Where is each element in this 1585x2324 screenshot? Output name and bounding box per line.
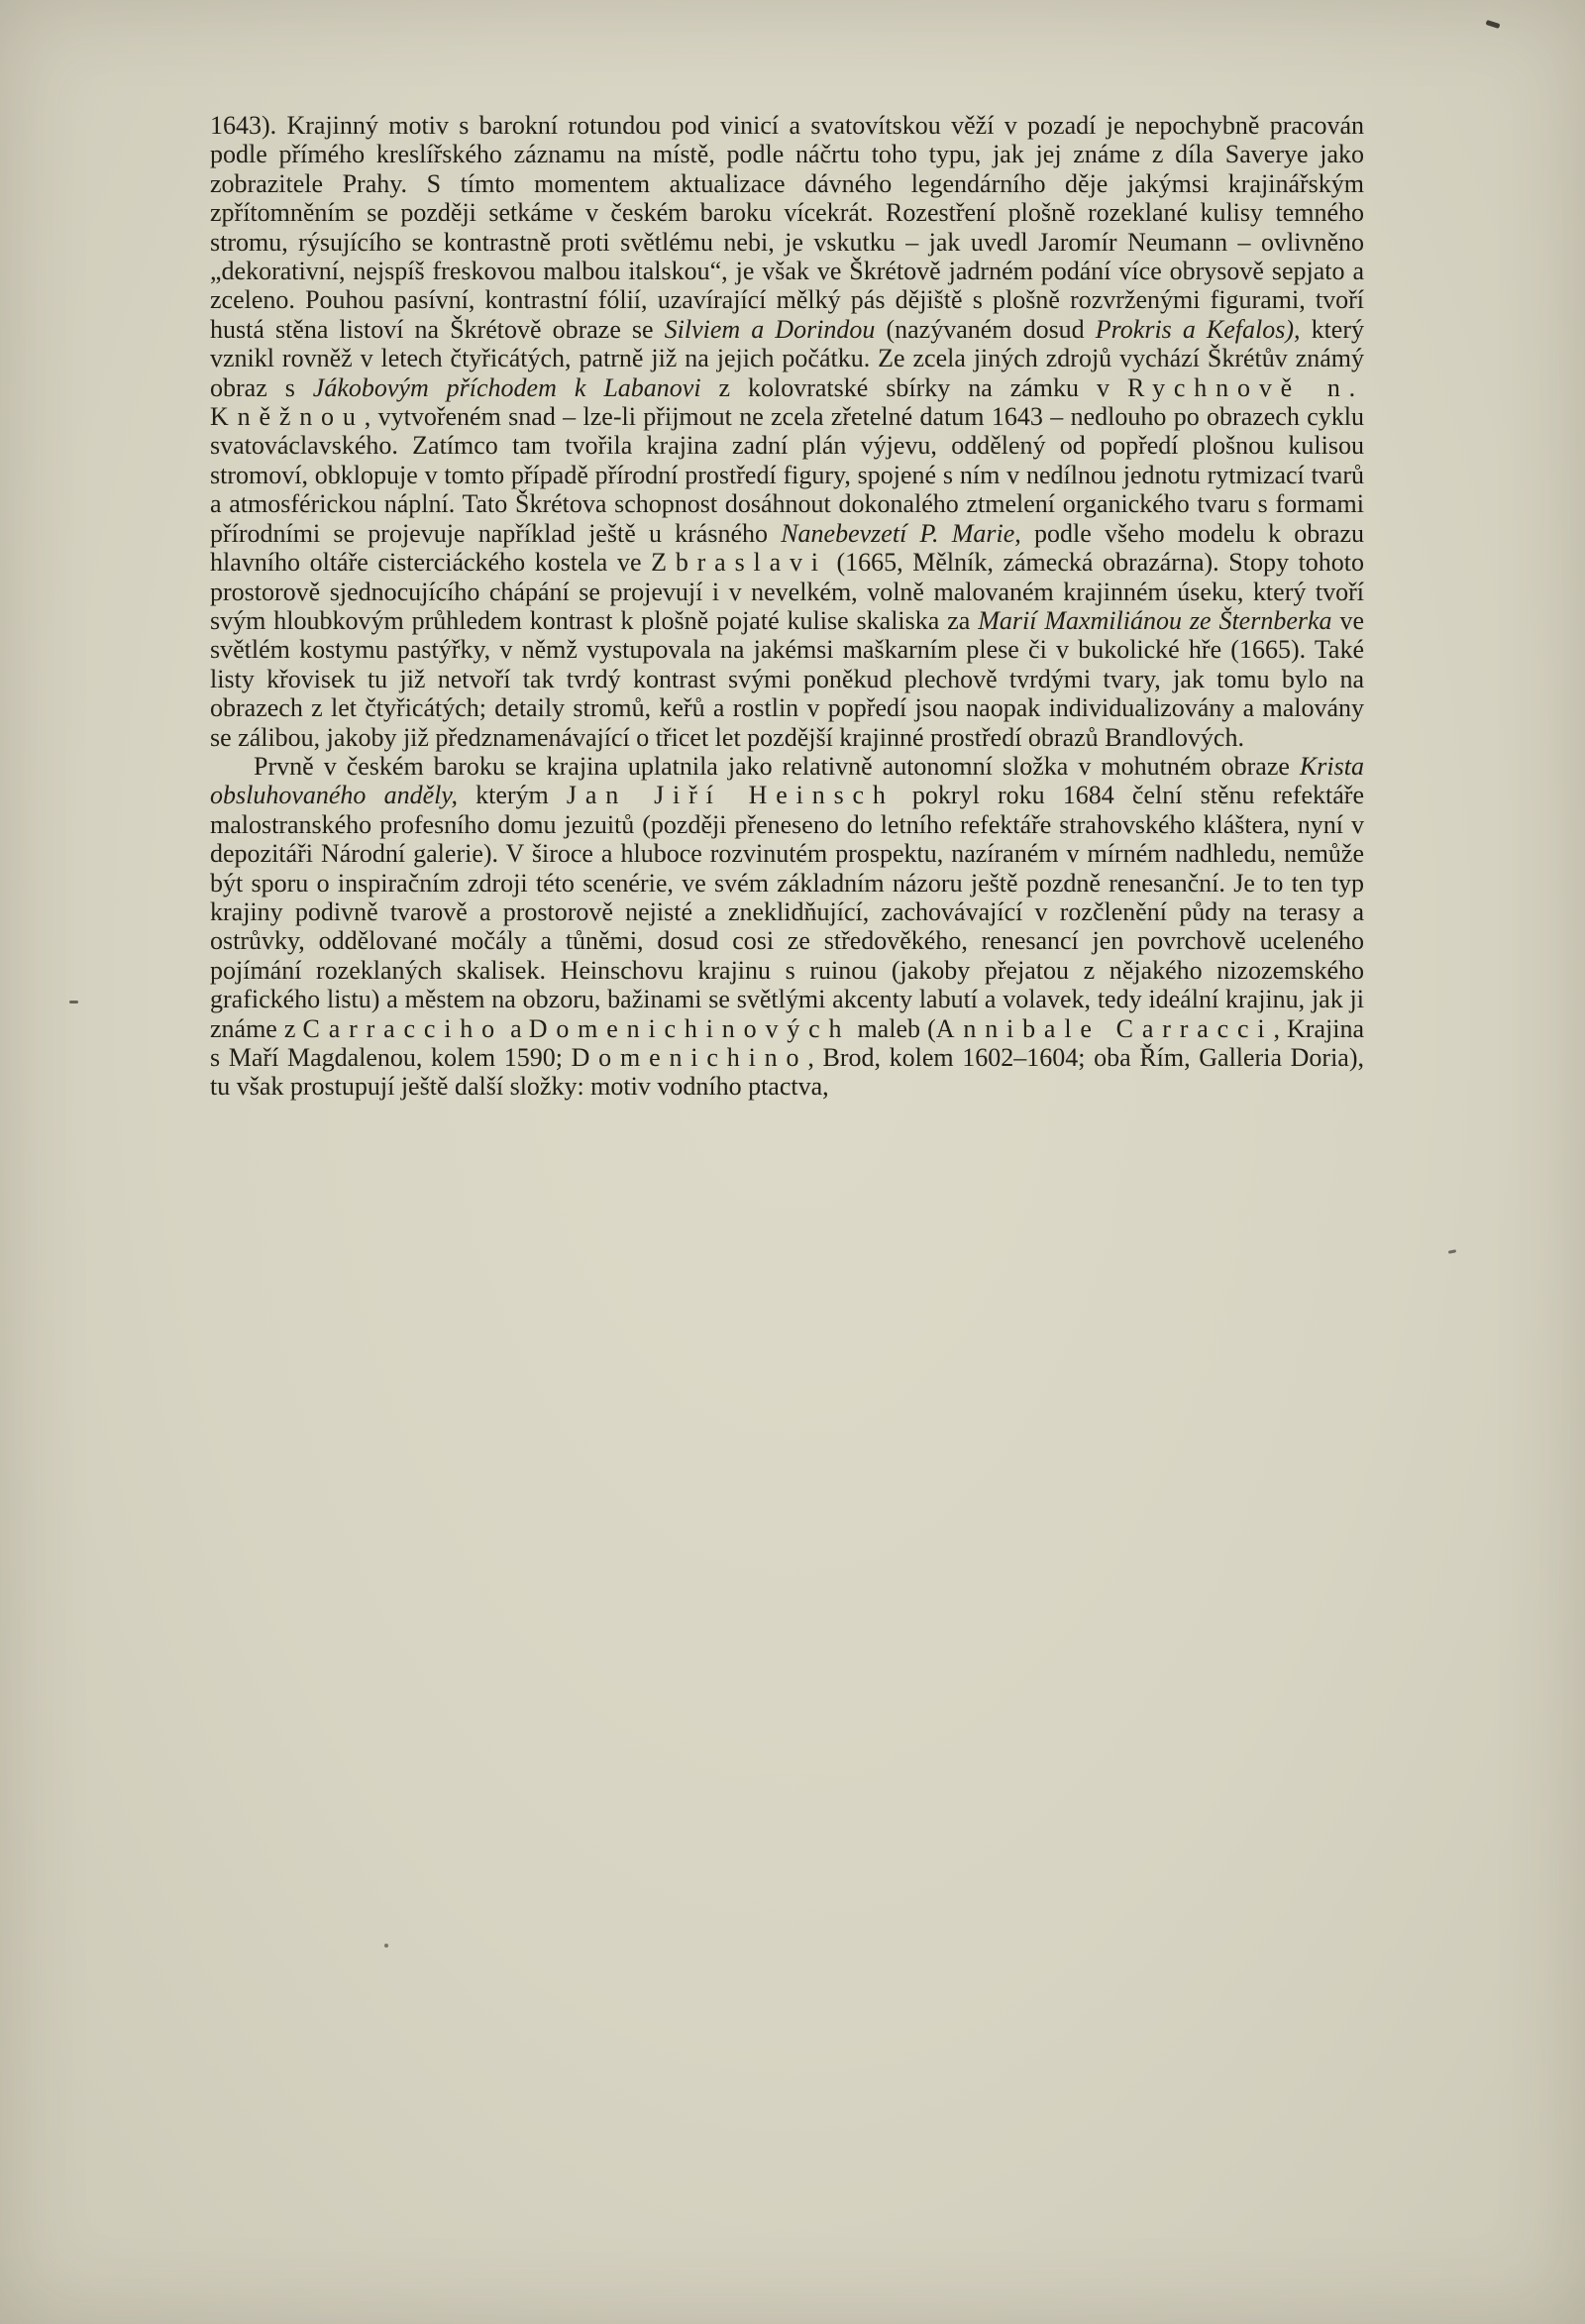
text-run: , Krajina s Maří Magdalenou, kolem 1590; xyxy=(210,1013,1364,1072)
ink-speck-icon xyxy=(384,1944,388,1948)
text-run: , vytvořeném snad – lze-li přijmout ne zcela zřetelné datum 1643 – nedlouho po obrazech cyklu svatováclavského. Zatímco tam tvořila krajina zadní plán výjevu, oddělený od popředí plošnou kulisou stromoví, obklopuje v tomto případě přírodní prostředí figury, spojené s ním v nedílnou jednotu rytmizací tvarů a atmosférickou náplní. Tato Škrétova schopnost dosáhnout dokonalého ztmelení organického tvaru s formami přírodními se projevuje například ještě u krásného xyxy=(210,402,1364,548)
letterspaced-name-run: Carracciho xyxy=(302,1013,503,1043)
page-text-block xyxy=(210,111,1364,1102)
text-run: 1643). Krajinný motiv s barokní rotundou pod vinicí a svatovítskou věží v pozadí je nepochybně pracován podle přímého kreslířského záznamu na místě, podle náčrtu toho typu, jak jej známe z díla Saverye jako zobrazitele Prahy. S tímto momentem aktualizace dávného legendárního děje jakýmsi krajinářským zpřítomněním se později setkáme v českém baroku vícekrát. Rozestření plošně rozeklané kulisy temného stromu, rýsujícího se kontrastně proti světlému nebi, je vskutku – jak uvedl Jaromír Neumann – ovlivněno „dekorativní, nejspíš freskovou malbou italskou“, je však ve Škrétově jadrném podání více obrysově sepjato a zceleno. Pouhou pasívní, kontrastní fólií, uzavírající mělký pás dějiště s plošně rozvrženými figurami, tvoří hustá stěna listoví na Škrétově obraze se xyxy=(210,111,1364,344)
text-run: ve světlém kostymu pastýřky, v němž vystupovala na jakémsi maškarním plese či v bukolické hře (1665). Také listy křovisek tu již netvoří tak tvrdý kontrast svými poněkud plechově tvrdými tvary, jak tomu bylo na obrazech z let čtyřicátých; detaily stromů, keřů a rostlin v popředí jsou naopak individualizovány a malovány se zálibou, jakoby již předznamenávající o třicet let pozdější krajinné prostředí obrazů Brandlových. xyxy=(210,605,1364,752)
italic-text-run: Nanebevzetí P. Marie, xyxy=(781,518,1021,548)
paragraph xyxy=(210,111,1364,752)
letterspaced-name-run: Domenichino xyxy=(571,1043,808,1072)
text-run: (nazývaném dosud xyxy=(875,314,1096,344)
letterspaced-name-run: Domenichinových xyxy=(528,1013,851,1043)
italic-text-run: Marií Maxmiliánou ze Šternberka xyxy=(978,605,1332,635)
text-run: (1665, Mělník, zámecká obrazárna). Stopy tohoto prostorově sjednocujícího chápání se projevují i v nevelkém, volně malovaném krajinném úseku, který tvoří svým hloubkovým průhledem kontrast k plošně pojaté kulise skaliska za xyxy=(210,548,1365,635)
ink-speck-icon xyxy=(1448,1249,1456,1254)
text-run: kterým xyxy=(457,781,567,810)
letterspaced-name-run: Jan Jiří Heinsch xyxy=(566,781,895,810)
ink-speck-icon xyxy=(69,1001,78,1004)
text-run: který vznikl rovněž v letech čtyřicátých, patrně již na jejich počátku. Ze zcela jiných zdrojů vychází Škrétův známý obraz s xyxy=(210,314,1364,402)
text-run: pokryl roku 1684 čelní stěnu refektáře malostranského profesního domu jezuitů (později přeneseno do letního refektáře strahovského kláštera, nyní v depozitáři Národní galerie). V široce a hluboce rozvinutém prospektu, nazíraném v mírném nadhledu, nemůže být sporu o inspiračním zdroji této scenérie, ve svém základním názoru ještě pozdně renesanční. Je to ten typ krajiny podivně tvarově a prostorově nejisté a zneklidňující, zachovávající v rozčlenění půdy na terasy a ostrůvky, oddělované močály a tůněmi, dosud cosi ze středověkého, renesancí jen povrchově uceleného pojímání rozeklaných skalisek. Heinschovu krajinu s ruinou (jakoby přejatou z nějakého nizozemského grafického listu) a městem na obzoru, bažinami se světlými akcenty labutí a volavek, tedy ideální krajinu, jak ji známe z xyxy=(210,781,1365,1043)
letterspaced-name-run: Rychnově n. Kněžnou xyxy=(210,372,1365,432)
paragraph xyxy=(210,752,1364,1102)
italic-text-run: Silviem a Dorindou xyxy=(664,314,876,344)
text-run: podle všeho modelu k obrazu hlavního oltáře cisterciáckého kostela ve xyxy=(210,518,1364,578)
letterspaced-name-run: Annibale Carracci xyxy=(935,1013,1274,1043)
italic-text-run: Krista obsluhovaného anděly, xyxy=(210,751,1364,810)
letterspaced-name-run: Zbraslavi xyxy=(651,548,827,578)
text-run: Prvně v českém baroku se krajina uplatnila jako relativně autonomní složka v mohutném obraze xyxy=(254,751,1300,781)
text-run: , Brod, kolem 1602–1604; oba Řím, Galleria Doria), tu však prostupují ještě další složky: motiv vodního ptactva, xyxy=(210,1043,1364,1102)
text-run: z kolovratské sbírky na zámku v xyxy=(700,372,1127,402)
text-run: maleb ( xyxy=(850,1013,936,1043)
ink-speck-icon xyxy=(1486,20,1501,29)
text-run: a xyxy=(503,1013,529,1043)
italic-text-run: Prokris a Kefalos), xyxy=(1095,314,1301,344)
italic-text-run: Jákobovým příchodem k Labanovi xyxy=(312,372,701,402)
